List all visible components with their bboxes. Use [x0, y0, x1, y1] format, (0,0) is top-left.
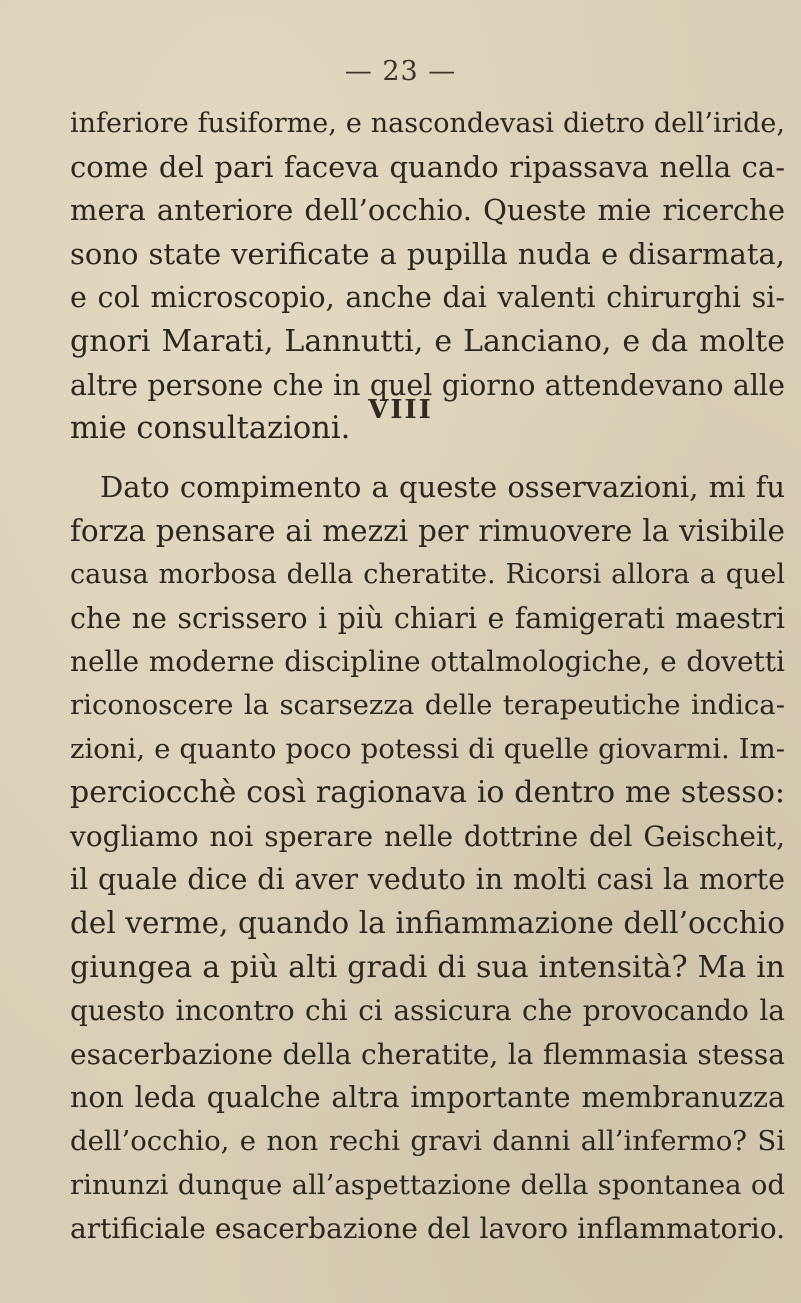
text-line: causa morbosa della cheratite. Ricorsi allora a quel — [70, 559, 785, 591]
text-line: inferiore fusiforme, e nascondevasi dietro dell’iride, — [70, 108, 785, 139]
text-line: gnori Marati, Lannutti, e Lanciano, e da molte — [70, 323, 785, 359]
text-line: Dato compimento a queste osservazioni, mi fu — [100, 470, 785, 504]
text-line: dell’occhio, e non rechi gravi danni all’infermo? Si — [70, 1124, 785, 1157]
text-line: come del pari faceva quando ripassava nella ca- — [70, 149, 785, 184]
text-line: vogliamo noi sperare nelle dottrine del Geischeit, — [70, 819, 785, 853]
text-line: artificiale esacerbazione del lavoro inflammatorio. — [70, 1212, 785, 1246]
text-line: non leda qualche altra importante membranuzza — [70, 1081, 785, 1115]
text-line: perciocchè così ragionava io dentro me stesso: — [70, 775, 785, 811]
text-line: riconoscere la scarsezza delle terapeutiche indica- — [70, 688, 785, 721]
text-line: esacerbazione della cheratite, la flemmasia stessa — [70, 1037, 785, 1071]
text-line: mera anteriore dell’occhio. Queste mie ricerche — [70, 193, 785, 228]
text-line: che ne scrissero i più chiari e famigerati maestri — [70, 601, 785, 635]
section-heading: VIII — [368, 395, 433, 425]
text-line: zioni, e quanto poco potessi di quelle giovarmi. Im- — [70, 732, 785, 765]
paragraph-2 — [70, 466, 785, 1251]
text-line: questo incontro chi ci assicura che provocando la — [70, 994, 785, 1028]
text-line: il quale dice di aver veduto in molti casi la morte — [70, 863, 785, 897]
text-line: e col microscopio, anche dai valenti chirurghi si- — [70, 281, 785, 315]
page-number: — 23 — — [344, 56, 457, 87]
text-line: nelle moderne discipline ottalmologiche, e dovetti — [70, 645, 785, 679]
text-line: forza pensare ai mezzi per rimuovere la visibile — [70, 513, 785, 548]
text-line: del verme, quando la infiammazione dell’occhio — [70, 905, 785, 940]
text-line: sono state verificate a pupilla nuda e disarmata, — [70, 236, 785, 271]
text-line: rinunzi dunque all’aspettazione della spontanea od — [70, 1168, 785, 1201]
text-line: mie consultazioni. — [70, 411, 351, 447]
text-line: giungea a più alti gradi di sua intensità? Ma in — [70, 949, 785, 985]
text-line: altre persone che in quel giorno attendevano alle — [70, 368, 785, 402]
